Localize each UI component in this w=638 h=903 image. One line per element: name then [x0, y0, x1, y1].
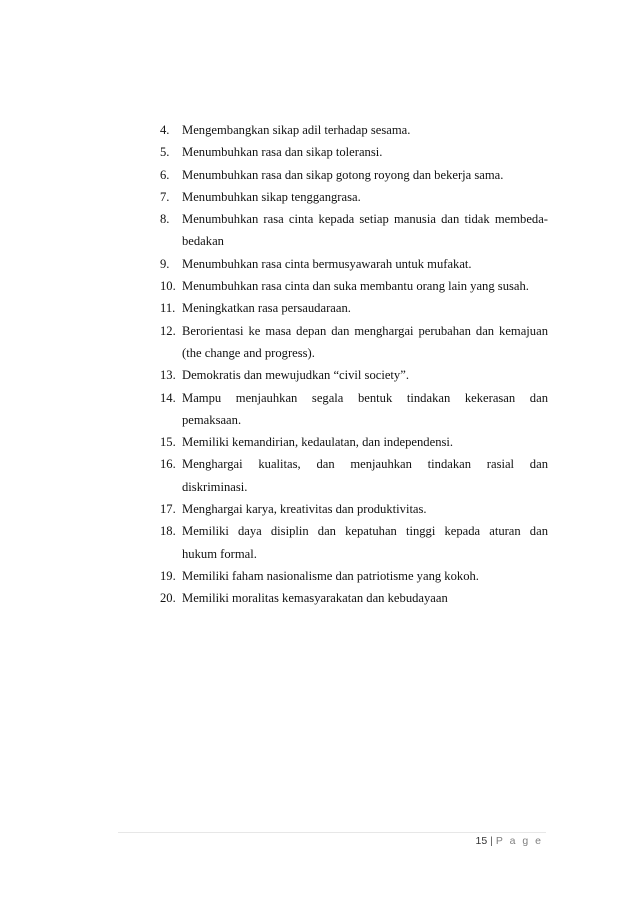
item-text: Menumbuhkan rasa dan sikap toleransi.: [182, 145, 383, 160]
item-number: 14.: [160, 390, 176, 405]
item-text: Mengembangkan sikap adil terhadap sesama.: [182, 123, 411, 137]
list-item: [160, 186, 548, 208]
list-item: [160, 208, 548, 253]
item-number: 19.: [160, 568, 176, 583]
list-item: [160, 253, 548, 275]
footer-divider: [118, 832, 546, 833]
item-text: Memiliki faham nasionalisme dan patriotisme yang kokoh.: [182, 568, 479, 583]
item-number: 18.: [160, 524, 176, 539]
item-text: Mampu menjauhkan segala bentuk tindakan kekerasan dan: [182, 390, 548, 405]
list-item: [160, 565, 548, 587]
item-text-continuation: pemaksaan.: [182, 412, 242, 427]
values-list: [160, 119, 548, 610]
item-number: 4.: [160, 123, 170, 137]
footer-separator: |: [490, 835, 493, 847]
item-text: Menumbuhkan rasa cinta bermusyawarah untuk mufakat.: [182, 256, 472, 271]
item-number: 13.: [160, 368, 176, 383]
item-text: Berorientasi ke masa depan dan menghargai perubahan dan kemajuan: [182, 323, 548, 338]
page-number: 15: [475, 835, 488, 847]
item-number: 15.: [160, 435, 176, 450]
item-text: Menumbuhkan sikap tenggangrasa.: [182, 189, 361, 204]
item-number: 7.: [160, 189, 170, 204]
item-text: Memiliki daya disiplin dan kepatuhan tinggi kepada aturan dan: [182, 524, 548, 539]
list-item: [160, 297, 548, 319]
item-text: Memiliki kemandirian, kedaulatan, dan independensi.: [182, 435, 454, 450]
list-item: [160, 587, 548, 609]
item-text: Menumbuhkan rasa cinta dan suka membantu orang lain yang susah.: [182, 279, 529, 294]
list-item: [160, 119, 548, 141]
item-text-continuation: bedakan: [182, 234, 224, 249]
item-text: Memiliki moralitas kemasyarakatan dan kebudayaan: [182, 591, 448, 606]
item-text: Demokratis dan mewujudkan “civil society”.: [182, 368, 409, 383]
item-number: 6.: [160, 167, 170, 182]
list-item: [160, 498, 548, 520]
item-text-continuation: diskriminasi.: [182, 479, 248, 494]
page-footer: [475, 835, 543, 847]
item-number: 9.: [160, 256, 170, 271]
list-item: [160, 320, 548, 365]
item-number: 5.: [160, 145, 170, 160]
item-number: 8.: [160, 212, 170, 227]
item-number: 12.: [160, 323, 176, 338]
item-number: 16.: [160, 457, 176, 472]
list-item: [160, 431, 548, 453]
item-number: 11.: [160, 301, 176, 316]
list-item: [160, 275, 548, 297]
item-text: Menumbuhkan rasa cinta kepada setiap manusia dan tidak membeda-: [182, 212, 548, 227]
item-text-continuation: (the change and progress).: [182, 345, 315, 360]
list-item: [160, 453, 548, 498]
item-text: Menghargai karya, kreativitas dan produktivitas.: [182, 502, 427, 517]
list-item: [160, 164, 548, 186]
item-text-continuation: hukum formal.: [182, 546, 257, 561]
item-text: Menumbuhkan rasa dan sikap gotong royong dan bekerja sama.: [182, 167, 504, 182]
item-text: Menghargai kualitas, dan menjauhkan tindakan rasial dan: [182, 457, 548, 472]
item-number: 20.: [160, 591, 176, 606]
item-number: 17.: [160, 502, 176, 517]
list-item: [160, 520, 548, 565]
list-item: [160, 364, 548, 386]
item-number: 10.: [160, 279, 176, 294]
page-label: P a g e: [495, 835, 543, 847]
list-item: [160, 387, 548, 432]
item-text: Meningkatkan rasa persaudaraan.: [182, 301, 351, 316]
list-item: [160, 141, 548, 163]
